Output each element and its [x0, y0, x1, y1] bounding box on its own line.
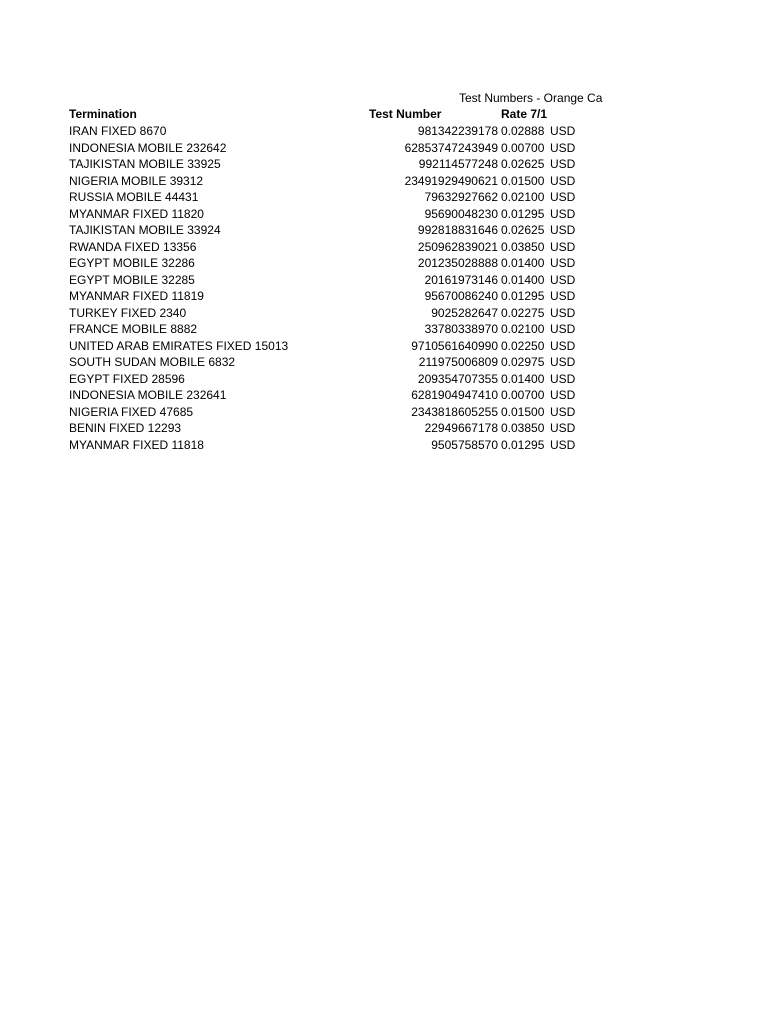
table-row [0, 206, 768, 223]
table-row [0, 239, 768, 256]
table-row [0, 156, 768, 173]
termination-cell: SOUTH SUDAN MOBILE 6832 [69, 355, 236, 369]
termination-cell: FRANCE MOBILE 8882 [69, 322, 198, 336]
test-number-cell: 209354707355 [417, 371, 498, 386]
test-number-cell: 211975006809 [418, 355, 498, 369]
test-number-cell: 62853747243949 [404, 140, 498, 155]
currency-cell: USD [550, 157, 576, 171]
test-number-cell: 23491929490621 [404, 173, 498, 188]
currency-cell: USD [550, 124, 576, 138]
currency-cell: USD [550, 223, 576, 237]
currency-cell: USD [550, 404, 576, 419]
rate-cell: 0.01295 [501, 437, 545, 452]
termination-cell: INDONESIA MOBILE 232642 [69, 140, 227, 155]
table-row [0, 305, 768, 322]
termination-cell: NIGERIA MOBILE 39312 [69, 173, 204, 188]
test-number-cell: 250962839021 [417, 239, 498, 254]
currency-cell: USD [550, 140, 576, 155]
table-row [0, 387, 768, 404]
test-number-cell: 95690048230 [424, 206, 498, 221]
termination-cell: MYANMAR FIXED 11818 [69, 437, 204, 452]
termination-cell: IRAN FIXED 8670 [69, 124, 167, 138]
table-row [0, 437, 768, 454]
currency-cell: USD [550, 206, 576, 221]
table-body [0, 123, 768, 453]
currency-cell: USD [550, 256, 576, 270]
termination-cell: MYANMAR FIXED 11820 [69, 206, 204, 221]
test-number-cell: 22949667178 [424, 421, 498, 435]
table-row [0, 173, 768, 190]
rate-cell: 0.02625 [501, 223, 545, 237]
table-row [0, 123, 768, 140]
currency-cell: USD [550, 305, 576, 320]
rate-cell: 0.01500 [501, 173, 545, 188]
rate-cell: 0.01500 [501, 404, 545, 419]
termination-cell: MYANMAR FIXED 11819 [69, 289, 204, 303]
rate-cell: 0.01400 [501, 272, 545, 287]
table-row [0, 321, 768, 338]
test-number-cell: 6281904947410 [411, 388, 498, 402]
test-number-cell: 20161973146 [424, 272, 498, 287]
termination-cell: RUSSIA MOBILE 44431 [69, 190, 199, 204]
test-number-cell: 201235028888 [417, 256, 498, 270]
currency-cell: USD [550, 239, 576, 254]
rate-cell: 0.02625 [501, 157, 545, 171]
termination-cell: TAJIKISTAN MOBILE 33924 [69, 223, 221, 237]
currency-cell: USD [550, 190, 576, 204]
rate-cell: 0.00700 [501, 140, 545, 155]
table-row [0, 420, 768, 437]
rate-cell: 0.01295 [501, 206, 545, 221]
sheet-title: Test Numbers - Orange Ca [459, 91, 603, 105]
table-row [0, 255, 768, 272]
column-header-rate: Rate 7/1 [501, 107, 548, 121]
test-number-cell: 9505758570 [431, 437, 498, 452]
termination-cell: TAJIKISTAN MOBILE 33925 [69, 157, 221, 171]
rate-cell: 0.02100 [501, 190, 545, 204]
table-row [0, 272, 768, 289]
table-header-row [0, 106, 768, 122]
currency-cell: USD [550, 355, 576, 369]
currency-cell: USD [550, 437, 576, 452]
currency-cell: USD [550, 173, 576, 188]
test-number-cell: 981342239178 [417, 124, 498, 138]
rate-cell: 0.03850 [501, 421, 545, 435]
rate-cell: 0.02275 [501, 305, 545, 320]
termination-cell: RWANDA FIXED 13356 [69, 239, 197, 254]
rate-cell: 0.02975 [501, 355, 545, 369]
test-number-cell: 9710561640990 [411, 338, 498, 353]
currency-cell: USD [550, 421, 576, 435]
rate-cell: 0.01400 [501, 256, 545, 270]
table-row [0, 222, 768, 239]
table-row [0, 288, 768, 305]
currency-cell: USD [550, 272, 576, 287]
column-header-test-number: Test Number [369, 107, 442, 121]
test-number-cell: 33780338970 [424, 322, 498, 336]
termination-cell: INDONESIA MOBILE 232641 [69, 388, 227, 402]
rate-cell: 0.01400 [501, 371, 545, 386]
test-number-cell: 95670086240 [424, 289, 498, 303]
rate-cell: 0.03850 [501, 239, 545, 254]
rate-cell: 0.01295 [501, 289, 545, 303]
test-number-cell: 992818831646 [417, 223, 498, 237]
termination-cell: TURKEY FIXED 2340 [69, 305, 187, 320]
table-row [0, 338, 768, 355]
test-number-cell: 9025282647 [431, 305, 498, 320]
termination-cell: NIGERIA FIXED 47685 [69, 404, 194, 419]
table-row [0, 371, 768, 388]
rate-cell: 0.02100 [501, 322, 545, 336]
currency-cell: USD [550, 371, 576, 386]
currency-cell: USD [550, 388, 576, 402]
rate-cell: 0.02888 [501, 124, 545, 138]
termination-cell: UNITED ARAB EMIRATES FIXED 15013 [69, 338, 289, 353]
currency-cell: USD [550, 322, 576, 336]
table-row [0, 404, 768, 421]
table-row [0, 189, 768, 206]
test-number-cell: 992114577248 [418, 157, 498, 171]
currency-cell: USD [550, 338, 576, 353]
test-number-cell: 79632927662 [424, 190, 498, 204]
test-number-cell: 2343818605255 [411, 404, 498, 419]
currency-cell: USD [550, 289, 576, 303]
table-row [0, 354, 768, 371]
rate-cell: 0.02250 [501, 338, 545, 353]
termination-cell: EGYPT MOBILE 32286 [69, 256, 195, 270]
rate-cell: 0.00700 [501, 388, 545, 402]
termination-cell: BENIN FIXED 12293 [69, 421, 182, 435]
table-row [0, 140, 768, 157]
termination-cell: EGYPT FIXED 28596 [69, 371, 185, 386]
column-header-termination: Termination [69, 107, 137, 121]
termination-cell: EGYPT MOBILE 32285 [69, 272, 195, 287]
